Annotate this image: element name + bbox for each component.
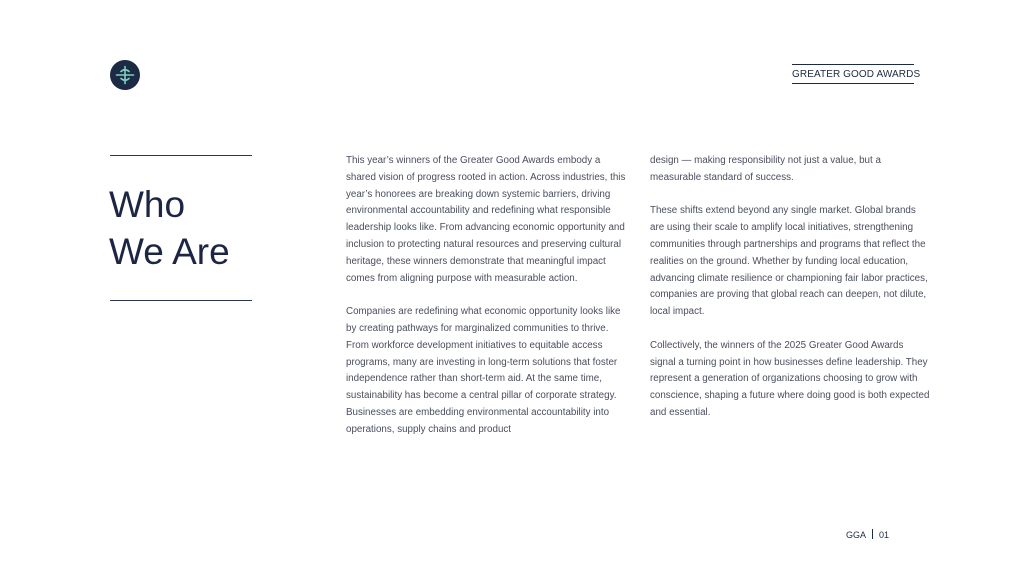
body-paragraph-4: These shifts extend beyond any single market. Global brands are using their scale to amplify local initiatives, strengthening communities through partnerships and programs that reflect the realities on the ground. Whether by funding local education, advancing climate resilience or championing fair labor practices, companies are proving that global reach can deepen, not dilute, local impact. <box>650 205 928 318</box>
body-paragraph-3: design — making responsibility not just a value, but a measurable standard of success. <box>650 155 881 183</box>
page-number: 01 <box>879 530 890 540</box>
body-paragraph-1: This year’s winners of the Greater Good Awards embody a shared vision of progress rooted in action. Across industries, this year’s honorees are breaking down systemic barriers, driving environmental accountability and redefining what responsible leadership looks like. From advancing economic opportunity and inclusion to protecting natural resources and preserving cultural heritage, these winners demonstrate that meaningful impact comes from aligning purpose with measurable action. <box>346 155 626 284</box>
footer-brand: GGA <box>846 530 867 540</box>
plus-cross-logo-icon <box>110 60 140 90</box>
title-top-rule <box>110 155 252 156</box>
brand-logo <box>110 60 140 90</box>
body-column-left <box>346 153 626 455</box>
footer-divider <box>872 529 873 539</box>
page-footer <box>846 529 889 540</box>
body-column-right <box>650 153 930 439</box>
title-bottom-rule <box>110 300 252 301</box>
page-title <box>109 181 230 275</box>
page-title-line-1: Who <box>109 184 186 225</box>
page-title-line-2: We Are <box>109 231 230 272</box>
header-label: GREATER GOOD AWARDS <box>792 64 914 84</box>
body-paragraph-5: Collectively, the winners of the 2025 Greater Good Awards signal a turning point in how businesses define leadership. They represent a generation of organizations choosing to grow with conscience, shaping a future where doing good is both expected and essential. <box>650 339 930 418</box>
body-paragraph-2: Companies are redefining what economic opportunity looks like by creating pathways for marginalized communities to thrive. From workforce development initiatives to equitable access programs, many are investing in long-term solutions that foster independence rather than short-term aid. At the same time, sustainability has become a central pillar of corporate strategy. Businesses are embedding environmental accountability into operations, supply chains and product <box>346 306 621 435</box>
